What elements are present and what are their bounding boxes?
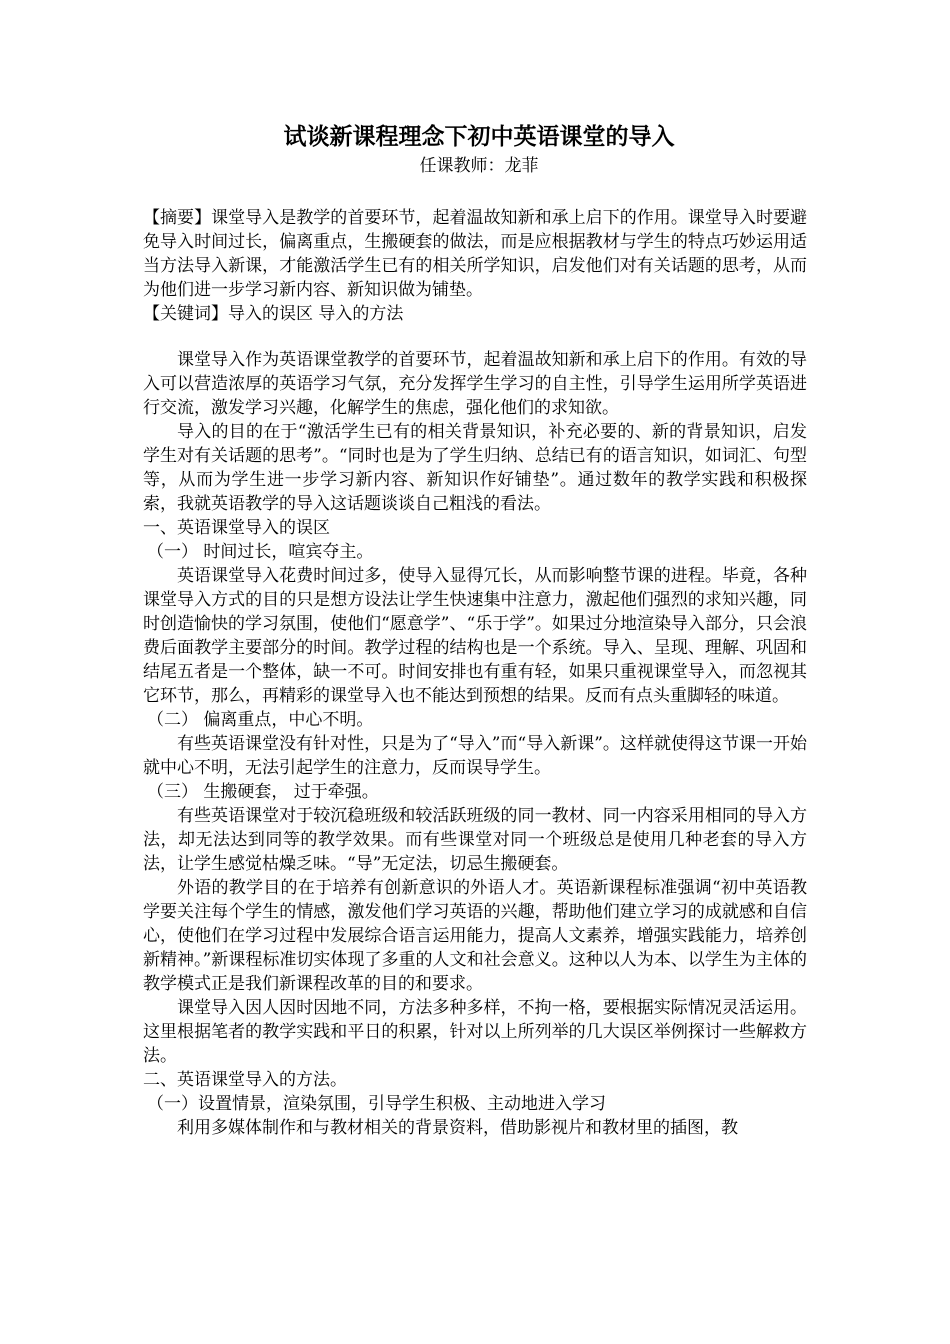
abstract-paragraph: 【摘要】课堂导入是教学的首要环节，起着温故知新和承上启下的作用。课堂导入时要避免导入时间过长，偏离重点，生搬硬套的做法，而是应根据教材与学生的特点巧妙运用适当方法导入新课，才能激活学生已有的相关所学知识，启发他们对有关话题的思考，从而为他们进一步学习新内容、新知识做为铺垫。 [143,208,807,300]
keywords-line: 【关键词】导入的误区 导入的方法 [143,304,404,324]
paragraph-gap [143,326,807,348]
subsection-text-1-2: 有些英语课堂没有针对性，只是为了“导入”而“导入新课”。这样就使得这节课一开始就中心不明，无法引起学生的注意力，反而误导学生。 [143,734,807,778]
section-1-paragraph-5: 课堂导入因人因时因地不同，方法多种多样，不拘一格，要根据实际情况灵活运用。这里根据笔者的教学实践和平日的积累，针对以上所列举的几大误区举例探讨一些解救方法。 [143,998,807,1066]
document-page [143,120,807,1140]
subsection-heading-1-3: （三） 生搬硬套， 过于牵强。 [147,782,379,802]
section-1-paragraph-4: 外语的教学目的在于培养有创新意识的外语人才。英语新课程标准强调“初中英语教学要关注每个学生的情感，激发他们学习英语的兴趣，帮助他们建立学习的成就感和自信心，使他们在学习过程中发展综合语言运用能力，提高人文素养，增强实践能力，培养创新精神。”新课程标准切实体现了多重的人文和社会意义。这种以人为本、以学生为主体的教学模式正是我们新课程改革的目的和要求。 [143,878,807,994]
subsection-heading-2-1: （一）设置情景，渲染氛围，引导学生积极、主动地进入学习 [147,1094,606,1114]
subsection-heading-1-2: （二） 偏离重点，中心不明。 [147,710,374,730]
author-line: 任课教师：龙菲 [419,156,539,176]
subsection-text-1-1: 英语课堂导入花费时间过多，使导入显得冗长，从而影响整节课的进程。毕竟，各种课堂导入方式的目的只是想方设法让学生快速集中注意力，激起他们强烈的求知兴趣，同时创造愉快的学习氛围，使他们“愿意学”、“乐于学”。如果过分地渲染导入部分，只会浪费后面教学主要部分的时间。教学过程的结构也是一个系统。导入、呈现、理解、巩固和结尾五者是一个整体，缺一不可。时间安排也有重有轻，如果只重视课堂导入，而忽视其它环节，那么，再精彩的课堂导入也不能达到预想的结果。反而有点头重脚轻的味道。 [143,566,807,706]
section-heading-2: 二、英语课堂导入的方法。 [143,1070,347,1090]
document-title: 试谈新课程理念下初中英语课堂的导入 [283,123,675,150]
section-heading-1: 一、英语课堂导入的误区 [143,518,330,538]
intro-paragraph-1: 课堂导入作为英语课堂教学的首要环节，起着温故知新和承上启下的作用。有效的导入可以营造浓厚的英语学习气氛，充分发挥学生学习的自主性，引导学生运用所学英语进行交流，激发学习兴趣，化解学生的焦虑，强化他们的求知欲。 [143,350,807,418]
intro-paragraph-2: 导入的目的在于“激活学生已有的相关背景知识，补充必要的、新的背景知识，启发学生对有关话题的思考”。“同时也是为了学生归纳、总结已有的语言知识，如词汇、句型等，从而为学生进一步学习新内容、新知识作好铺垫”。通过数年的教学实践和积极探索，我就英语教学的导入这话题谈谈自己粗浅的看法。 [143,422,807,514]
subsection-text-1-3: 有些英语课堂对于较沉稳班级和较活跃班级的同一教材、同一内容采用相同的导入方法，却无法达到同等的教学效果。而有些课堂对同一个班级总是使用几种老套的导入方法，让学生感觉枯燥乏味。“导”无定法，切忌生搬硬套。 [143,806,807,874]
subsection-text-2-1: 利用多媒体制作和与教材相关的背景资料，借助影视片和教材里的插图，教 [177,1118,738,1138]
subsection-heading-1-1: （一） 时间过长，喧宾夺主。 [147,542,374,562]
